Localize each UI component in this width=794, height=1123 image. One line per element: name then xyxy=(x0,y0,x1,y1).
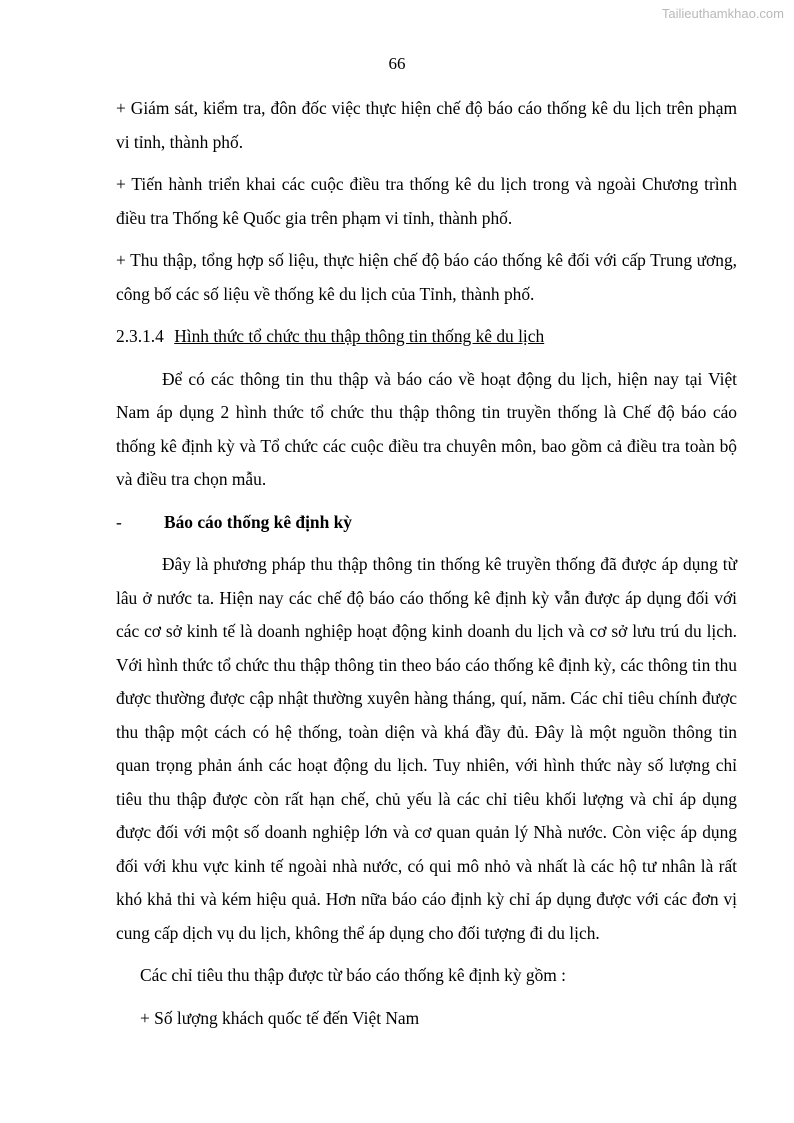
watermark: Tailieuthamkhao.com xyxy=(661,6,784,21)
page-number: 66 xyxy=(388,54,406,73)
bullet-paragraph: + Tiến hành triển khai các cuộc điều tra thống kê du lịch trong và ngoài Chương trình điều tra Thống kê Quốc gia trên phạm vi tỉnh, thành phố. xyxy=(116,174,737,228)
subheading-dash: - xyxy=(116,511,122,532)
subheading xyxy=(116,506,737,540)
section-intro-paragraph: Để có các thông tin thu thập và báo cáo về hoạt động du lịch, hiện nay tại Việt Nam áp dụng 2 hình thức tổ chức thu thập thông tin truyền thống là Chế độ báo cáo thống kê định kỳ và Tổ chức các cuộc điều tra chuyên môn, bao gồm cả điều tra toàn bộ và điều tra chọn mẫu. xyxy=(116,368,737,489)
bullet-paragraph: + Thu thập, tổng hợp số liệu, thực hiện chế độ báo cáo thống kê đối với cấp Trung ương, công bố các số liệu về thống kê du lịch của Tỉnh, thành phố. xyxy=(116,250,737,304)
section-title: Hình thức tổ chức thu thập thông tin thống kê du lịch xyxy=(174,326,545,346)
list-item: + Số lượng khách quốc tế đến Việt Nam xyxy=(140,1007,420,1028)
bullet-paragraph: + Giám sát, kiểm tra, đôn đốc việc thực hiện chế độ báo cáo thống kê du lịch trên phạm vi tỉnh, thành phố. xyxy=(116,98,737,152)
list-intro: Các chỉ tiêu thu thập được từ báo cáo thống kê định kỳ gồm : xyxy=(140,965,567,985)
section-heading xyxy=(116,320,737,354)
subheading-title: Báo cáo thống kê định kỳ xyxy=(164,511,352,532)
section-number: 2.3.1.4 xyxy=(116,326,164,346)
body-paragraph: Đây là phương pháp thu thập thông tin thống kê truyền thống đã được áp dụng từ lâu ở nước ta. Hiện nay các chế độ báo cáo thống kê định kỳ vẫn được áp dụng đối với các cơ sở kinh tế là doanh nghiệp hoạt động kinh doanh du lịch và cơ sở lưu trú du lịch. Với hình thức tổ chức thu thập thông tin theo báo cáo thống kê định kỳ, các thông tin thu được thường được cập nhật thường xuyên hàng tháng, quí, năm. Các chỉ tiêu chính được thu thập một cách có hệ thống, toàn diện và khá đầy đủ. Đây là một nguồn thông tin quan trọng phản ánh các hoạt động du lịch. Tuy nhiên, với hình thức này số lượng chỉ tiêu thu thập được còn rất hạn chế, chủ yếu là các chỉ tiêu khối lượng và chỉ áp dụng được đối với một số doanh nghiệp lớn và cơ quan quản lý Nhà nước. Còn việc áp dụng đối với khu vực kinh tế ngoài nhà nước, có qui mô nhỏ và nhất là các hộ tư nhân là rất khó khả thi và kém hiệu quả. Hơn nữa báo cáo định kỳ chỉ áp dụng được với các đơn vị cung cấp dịch vụ du lịch, không thể áp dụng cho đối tượng đi du lịch. xyxy=(116,554,737,943)
document-body xyxy=(116,92,737,1044)
